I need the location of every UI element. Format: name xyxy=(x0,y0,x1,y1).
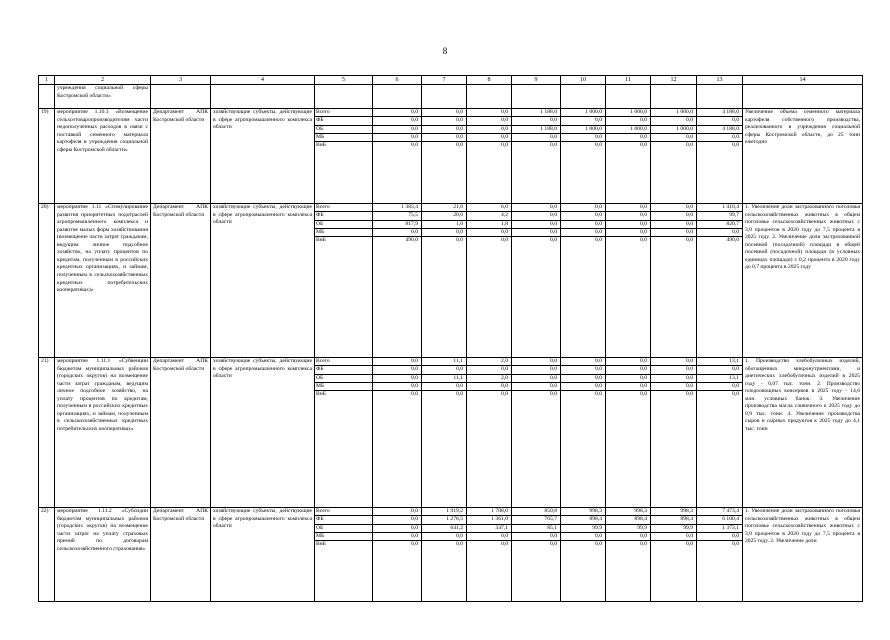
measure-cell: мероприятие 1.11 «Стимулирование развития приоритетных подотраслей агропромышленного комплекса и развитие малых форм хозяйствования (возмещение части затрат гражданам, ведущим личное подсобное хозяйство, на уплату процентов по кредитам, полученным в российских кредитных организациях, и займам, полученным в сельскохозяйственных кредитных потребительских кооперативах)» xyxy=(55,204,151,358)
amount: 0,0 xyxy=(606,133,650,141)
amount: 0,0 xyxy=(411,142,418,149)
value-list xyxy=(373,508,421,548)
amount: 0,0 xyxy=(456,142,463,149)
value-cell xyxy=(512,204,561,358)
amount: 0,0 xyxy=(422,133,466,141)
value-list xyxy=(651,508,696,548)
sources-list xyxy=(315,358,372,398)
amount: 998,3 xyxy=(606,508,650,516)
amount: 1 410,4 xyxy=(697,204,742,212)
value-cell xyxy=(373,204,422,358)
amount: 1 000,0 xyxy=(561,109,605,117)
value-cell xyxy=(512,508,561,602)
value-list xyxy=(373,109,421,149)
amount: 0,0 xyxy=(651,228,696,236)
header-cell: 9 xyxy=(512,76,561,85)
amount: 0,0 xyxy=(467,133,511,141)
value-list xyxy=(512,358,560,398)
header-cell: 14 xyxy=(743,76,863,85)
value-cell xyxy=(373,508,422,602)
amount: 0,0 xyxy=(561,374,605,382)
amount: 0,0 xyxy=(606,228,650,236)
header-cell: 6 xyxy=(373,76,422,85)
amount: 0,0 xyxy=(467,117,511,125)
amount: 0,0 xyxy=(561,228,605,236)
value-cell xyxy=(697,508,743,602)
amount: 0,0 xyxy=(561,532,605,540)
value-cell xyxy=(606,204,651,358)
amount: 0,0 xyxy=(373,358,421,366)
amount: 0,0 xyxy=(732,541,739,548)
amount: 0,0 xyxy=(550,391,557,398)
amount: 0,0 xyxy=(422,228,466,236)
amount: 21,0 xyxy=(422,204,466,212)
value-list xyxy=(606,204,650,244)
value-cell xyxy=(422,204,467,358)
amount: 0,0 xyxy=(606,366,650,374)
header-cell: 12 xyxy=(651,76,697,85)
amount: 0,0 xyxy=(373,374,421,382)
value-list xyxy=(651,109,696,149)
header-cell: 3 xyxy=(151,76,211,85)
amount: 0,0 xyxy=(501,237,508,244)
amount: 0,0 xyxy=(456,541,463,548)
source-label: МБ xyxy=(315,532,372,540)
amount: 75,5 xyxy=(373,212,421,220)
amount: 0,0 xyxy=(422,109,466,117)
amount: 347,1 xyxy=(467,524,511,532)
source-label: Всего xyxy=(315,109,372,117)
header-cell: 13 xyxy=(697,76,743,85)
result-cell: Увеличение объема семенного материала картофеля собственного производства, реализованного в учреждения социальной сферы Костромской области, до 25 тонн ежегодно xyxy=(743,109,863,204)
amount: 0,0 xyxy=(606,212,650,220)
amount: 1 373,1 xyxy=(697,524,742,532)
amount: 490,0 xyxy=(726,237,739,244)
amount: 0,0 xyxy=(651,374,696,382)
value-cell xyxy=(422,358,467,508)
source-label: Всего xyxy=(315,204,372,212)
amount: 0,0 xyxy=(606,374,650,382)
amount: 0,0 xyxy=(697,228,742,236)
header-cell: 1 xyxy=(39,76,55,85)
source-label: ОБ xyxy=(315,125,372,133)
amount: 0,0 xyxy=(550,142,557,149)
amount: 85,1 xyxy=(512,524,560,532)
amount: 0,0 xyxy=(373,228,421,236)
source-label: Всего xyxy=(315,358,372,366)
value-cell xyxy=(651,508,697,602)
value-list xyxy=(467,109,511,149)
value-cell xyxy=(697,109,743,204)
amount: 0,0 xyxy=(512,212,560,220)
amount: 0,0 xyxy=(697,532,742,540)
result-cell: 1. Увеличение доли застрахованного поголовья сельскохозяйственных животных в общем поголовье сельскохозяйственных животных с 3,0 процентов в 2020 году до 7,5 процента в 2025 году. 2. Увеличение доли застрахованной посевной (посадочной) площади в общей посевной (посадочной) площади (в условных единицах площади) с 0,2 процента в 2020 году до 0,7 процента в 2025 году xyxy=(743,204,863,358)
amount: 0,0 xyxy=(422,366,466,374)
sources-cell xyxy=(315,204,373,358)
value-cell xyxy=(561,508,606,602)
amount: 0,0 xyxy=(697,366,742,374)
amount: 0,0 xyxy=(561,204,605,212)
amount: 1,0 xyxy=(422,220,466,228)
amount: 4,2 xyxy=(467,212,511,220)
value-list xyxy=(561,508,605,548)
header-cell: 8 xyxy=(467,76,512,85)
value-cell xyxy=(422,109,467,204)
amount: 0,0 xyxy=(595,541,602,548)
amount: 0,0 xyxy=(550,237,557,244)
amount: 0,0 xyxy=(686,237,693,244)
amount: 820,7 xyxy=(697,220,742,228)
page-number: 8 xyxy=(442,46,448,56)
amount: 13,1 xyxy=(697,374,742,382)
measure-cell: мероприятие 1.11.2 «Субсидии бюджетам муниципальных районов (городских округов) на возмещение части затрат на уплату страховых премий по договорам сельскохозяйственного страхования» xyxy=(55,508,151,602)
amount: 0,0 xyxy=(561,117,605,125)
amount: 0,0 xyxy=(651,220,696,228)
value-list xyxy=(373,204,421,244)
amount: 1 361,0 xyxy=(467,516,511,524)
amount: 0,0 xyxy=(467,109,511,117)
amount: 0,0 xyxy=(512,358,560,366)
value-cell xyxy=(422,508,467,602)
amount: 0,0 xyxy=(512,382,560,390)
amount: 0,0 xyxy=(512,532,560,540)
measure-cell: мероприятие 1.11.1 «Субвенции бюджетам муниципальных районов (городских округов) на возмещение части затрат гражданам, ведущим личное подсобное хозяйство, на уплату процентов по кредитам, полученным в российских кредитных организациях, и займам, полученным в сельскохозяйственных кредитных потребительских кооперативах» xyxy=(55,358,151,508)
amount: 0,0 xyxy=(561,133,605,141)
amount: 0,0 xyxy=(640,237,647,244)
amount: 1 000,0 xyxy=(606,109,650,117)
amount: 0,0 xyxy=(651,117,696,125)
amount: 1,8 xyxy=(467,220,511,228)
amount: 1 000,0 xyxy=(651,125,696,133)
source-label: ОБ xyxy=(315,220,372,228)
amount: 0,0 xyxy=(411,541,418,548)
amount: 0,0 xyxy=(373,109,421,117)
amount: 0,0 xyxy=(422,382,466,390)
source-label: ФБ xyxy=(315,212,372,220)
amount: 0,0 xyxy=(467,228,511,236)
amount: 0,0 xyxy=(606,382,650,390)
value-list xyxy=(512,508,560,548)
amount: 0,0 xyxy=(373,508,421,516)
amount: 0,0 xyxy=(512,374,560,382)
amount: 1 000,0 xyxy=(651,109,696,117)
amount: 99,9 xyxy=(561,524,605,532)
value-list xyxy=(606,508,650,548)
participants-cell: хозяйствующие субъекты, действующие в сфере агропромышленного комплекса области xyxy=(211,109,315,204)
measure-row xyxy=(39,204,863,358)
amount: 0,0 xyxy=(686,142,693,149)
value-list xyxy=(561,204,605,244)
amount: 0,0 xyxy=(686,541,693,548)
source-label: ОБ xyxy=(315,374,372,382)
value-cell xyxy=(561,358,606,508)
amount: 0,0 xyxy=(595,142,602,149)
header-cell: 5 xyxy=(315,76,373,85)
source-label: ВнБ xyxy=(316,391,326,398)
value-cell xyxy=(651,204,697,358)
value-cell xyxy=(373,358,422,508)
amount: 0,0 xyxy=(456,237,463,244)
value-list xyxy=(467,508,511,548)
amount: 0,0 xyxy=(640,142,647,149)
source-label: ВнБ xyxy=(316,541,326,548)
amount: 0,0 xyxy=(651,532,696,540)
amount: 1 188,0 xyxy=(512,109,560,117)
value-cell xyxy=(467,204,512,358)
participants-cell: хозяйствующие субъекты, действующие в сфере агропромышленного комплекса области xyxy=(211,358,315,508)
executor-cell: Департамент АПК Костромской области xyxy=(151,508,211,602)
result-cell: 1. Производство хлебобулочных изделий, обогащенных микронутриентами, и диетических хлебобулочных изделий в 2025 году - 0,07 тыс. тонн. 2. Производство плодоовощных консервов в 2025 году - 14,6 млн. условных банок. 3. Увеличение производства масла сливочного к 2025 году до 0,9 тыс. тонн. 4. Увеличение производства сыров и сырных продуктов к 2025 году до 4,1 тыс. тонн xyxy=(743,358,863,508)
measure-cell: мероприятие 1.10.3 «Возмещение сельхозтоваропроизводителям части недополученных расходов в связи с поставкой семенного материала картофеля в учреждения социальной сферы Костромской области» xyxy=(55,109,151,204)
amount: 99,9 xyxy=(606,524,650,532)
row-number-cell: 21) xyxy=(39,358,55,508)
amount: 1 383,4 xyxy=(373,204,421,212)
participants-cell: хозяйствующие субъекты, действующие в сфере агропромышленного комплекса области xyxy=(211,204,315,358)
amount: 850,8 xyxy=(512,508,560,516)
source-label: ФБ xyxy=(315,366,372,374)
source-label: Всего xyxy=(315,508,372,516)
value-cell xyxy=(467,358,512,508)
value-list xyxy=(697,358,742,398)
source-label: ФБ xyxy=(315,516,372,524)
amount: 0,0 xyxy=(501,391,508,398)
amount: 0,0 xyxy=(651,212,696,220)
amount: 1 708,0 xyxy=(467,508,511,516)
value-list xyxy=(467,358,511,398)
amount: 1 919,2 xyxy=(422,508,466,516)
amount: 0,0 xyxy=(373,516,421,524)
amount: 13,1 xyxy=(697,358,742,366)
value-cell xyxy=(467,508,512,602)
value-list xyxy=(606,358,650,398)
amount: 0,0 xyxy=(467,382,511,390)
amount: 11,1 xyxy=(422,358,466,366)
header-cell: 11 xyxy=(606,76,651,85)
value-list xyxy=(467,204,511,244)
value-cell xyxy=(651,358,697,508)
amount: 0,0 xyxy=(595,391,602,398)
amount: 1 278,5 xyxy=(422,516,466,524)
value-list xyxy=(512,109,560,149)
amount: 0,0 xyxy=(606,117,650,125)
value-cell xyxy=(651,109,697,204)
source-label: ВнБ xyxy=(316,237,326,244)
value-cell xyxy=(373,109,422,204)
sources-cell xyxy=(315,109,373,204)
value-list xyxy=(606,109,650,149)
amount: 0,0 xyxy=(512,204,560,212)
amount: 0,0 xyxy=(373,125,421,133)
value-cell xyxy=(697,204,743,358)
participants-cell: хозяйствующие субъекты, действующие в сфере агропромышленного комплекса области xyxy=(211,508,315,602)
value-list xyxy=(697,109,742,149)
amount: 0,0 xyxy=(606,532,650,540)
amount: 0,0 xyxy=(561,212,605,220)
sources-list xyxy=(315,508,372,548)
value-list xyxy=(512,204,560,244)
measure-row xyxy=(39,358,863,508)
program-measures-table xyxy=(38,75,863,602)
value-cell xyxy=(512,358,561,508)
amount: 641,2 xyxy=(422,524,466,532)
amount: 0,0 xyxy=(501,142,508,149)
amount: 0,0 xyxy=(512,366,560,374)
amount: 99,9 xyxy=(651,524,696,532)
amount: 898,4 xyxy=(606,516,650,524)
amount: 0,0 xyxy=(550,541,557,548)
amount: 6,0 xyxy=(467,204,511,212)
amount: 0,0 xyxy=(651,358,696,366)
value-list xyxy=(651,358,696,398)
amount: 0,0 xyxy=(595,237,602,244)
amount: 0,0 xyxy=(467,532,511,540)
amount: 0,0 xyxy=(422,125,466,133)
amount: 817,9 xyxy=(373,220,421,228)
value-list xyxy=(697,508,742,548)
value-list xyxy=(422,109,466,149)
sources-list xyxy=(315,204,372,244)
value-cell xyxy=(606,358,651,508)
sources-cell xyxy=(315,358,373,508)
amount: 0,0 xyxy=(697,133,742,141)
value-list xyxy=(422,508,466,548)
amount: 765,7 xyxy=(512,516,560,524)
amount: 0,0 xyxy=(373,366,421,374)
header-cell: 10 xyxy=(561,76,606,85)
continuation-row xyxy=(39,85,863,109)
value-cell xyxy=(467,109,512,204)
row-number-cell: 22) xyxy=(39,508,55,602)
sources-list xyxy=(315,109,372,149)
amount: 0,0 xyxy=(651,133,696,141)
amount: 0,0 xyxy=(411,391,418,398)
amount: 0,0 xyxy=(373,532,421,540)
amount: 0,0 xyxy=(697,117,742,125)
header-cell: 2 xyxy=(55,76,151,85)
amount: 0,0 xyxy=(606,358,650,366)
value-cell xyxy=(512,109,561,204)
source-label: МБ xyxy=(315,133,372,141)
value-cell xyxy=(606,508,651,602)
amount: 0,0 xyxy=(651,382,696,390)
amount: 0,0 xyxy=(640,541,647,548)
amount: 0,0 xyxy=(686,391,693,398)
amount: 2,0 xyxy=(467,358,511,366)
amount: 0,0 xyxy=(561,366,605,374)
source-label: ФБ xyxy=(315,117,372,125)
amount: 11,1 xyxy=(422,374,466,382)
value-list xyxy=(422,204,466,244)
amount: 0,0 xyxy=(501,541,508,548)
value-cell xyxy=(697,358,743,508)
amount: 0,0 xyxy=(606,220,650,228)
amount: 0,0 xyxy=(732,391,739,398)
value-list xyxy=(373,358,421,398)
value-list xyxy=(561,358,605,398)
measure-row xyxy=(39,508,863,602)
amount: 1 000,0 xyxy=(561,125,605,133)
source-label: ВнБ xyxy=(316,142,326,149)
amount: 898,4 xyxy=(561,516,605,524)
amount: 0,0 xyxy=(561,382,605,390)
header-cell: 4 xyxy=(211,76,315,85)
header-row xyxy=(39,76,863,85)
amount: 0,0 xyxy=(422,117,466,125)
amount: 1 188,0 xyxy=(512,125,560,133)
amount: 0,0 xyxy=(732,142,739,149)
row-number-cell: 19) xyxy=(39,109,55,204)
amount: 7 473,4 xyxy=(697,508,742,516)
value-list xyxy=(697,204,742,244)
amount: 0,0 xyxy=(373,524,421,532)
amount: 2,0 xyxy=(467,374,511,382)
amount: 0,0 xyxy=(512,133,560,141)
source-label: ОБ xyxy=(315,524,372,532)
row-number-cell: 20) xyxy=(39,204,55,358)
value-cell xyxy=(561,109,606,204)
amount: 0,0 xyxy=(456,391,463,398)
source-label: МБ xyxy=(315,382,372,390)
amount: 6 100,4 xyxy=(697,516,742,524)
amount: 0,0 xyxy=(561,220,605,228)
sources-cell xyxy=(315,508,373,602)
amount: 0,0 xyxy=(373,133,421,141)
result-cell: 1. Увеличение доли застрахованного поголовья сельскохозяйственных животных в общем поголовье сельскохозяйственных животных с 3,0 процентов в 2020 году до 7,5 процента в 2025 году. 2. Увеличение доли xyxy=(743,508,863,602)
value-list xyxy=(561,109,605,149)
executor-cell: Департамент АПК Костромской области xyxy=(151,204,211,358)
amount: 0,0 xyxy=(512,117,560,125)
amount: 0,0 xyxy=(373,117,421,125)
amount: 0,0 xyxy=(697,382,742,390)
amount: 1 000,0 xyxy=(606,125,650,133)
amount: 0,0 xyxy=(640,391,647,398)
amount: 0,0 xyxy=(512,228,560,236)
header-cell: 7 xyxy=(422,76,467,85)
amount: 490,0 xyxy=(405,237,418,244)
amount: 20,0 xyxy=(422,212,466,220)
value-cell xyxy=(561,204,606,358)
amount: 0,0 xyxy=(422,532,466,540)
amount: 0,0 xyxy=(467,125,511,133)
amount: 99,7 xyxy=(697,212,742,220)
measure-row xyxy=(39,109,863,204)
amount: 4 188,0 xyxy=(697,109,742,117)
amount: 898,4 xyxy=(651,516,696,524)
amount: 998,3 xyxy=(651,508,696,516)
value-list xyxy=(651,204,696,244)
source-label: МБ xyxy=(315,228,372,236)
amount: 0,0 xyxy=(373,382,421,390)
value-cell xyxy=(606,109,651,204)
value-list xyxy=(422,358,466,398)
amount: 998,3 xyxy=(561,508,605,516)
measure-cell: учреждения социальной сферы Костромской области» xyxy=(55,85,151,109)
amount: 0,0 xyxy=(606,204,650,212)
amount: 0,0 xyxy=(651,366,696,374)
executor-cell: Департамент АПК Костромской области xyxy=(151,109,211,204)
amount: 0,0 xyxy=(467,366,511,374)
executor-cell: Департамент АПК Костромской области xyxy=(151,358,211,508)
amount: 0,0 xyxy=(512,220,560,228)
amount: 4 188,0 xyxy=(697,125,742,133)
amount: 0,0 xyxy=(561,358,605,366)
amount: 0,0 xyxy=(651,204,696,212)
